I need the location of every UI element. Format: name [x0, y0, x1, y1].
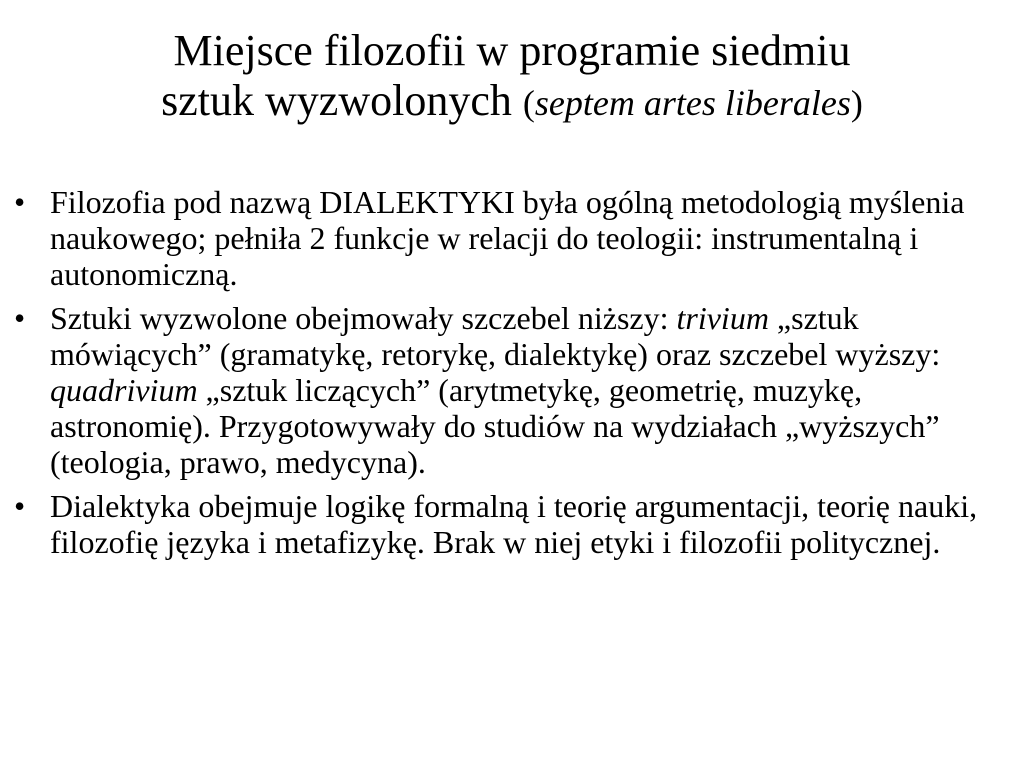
title-latin-term: septem artes liberales [534, 83, 851, 123]
slide-title [0, 26, 1024, 128]
bullet-dot-icon: • [14, 300, 26, 336]
bullet-text-part-1: Sztuki wyzwolone obejmowały szczebel niższy: [50, 300, 677, 336]
bullet-item-dialectics-scope [14, 488, 1014, 560]
bullet-item-liberal-arts [14, 300, 1014, 480]
bullet-text-part-3: „sztuk liczących” (arytmetykę, geometrię, muzykę, astronomię). Przygotowywały do studiów na wydziałach „wyższych” (teologia, prawo, medycyna). [50, 372, 940, 480]
bullet-list [14, 184, 1014, 568]
title-line-2: sztuk wyzwolonych [161, 76, 523, 125]
bullet-text-part-2: „sztuk mówiących” (gramatykę, retorykę, dialektykę) oraz szczebel wyższy: [50, 300, 941, 372]
bullet-item-dialectics-method [14, 184, 1014, 292]
bullet-dot-icon: • [14, 488, 26, 524]
bullet-term-trivium: trivium [676, 300, 769, 336]
bullet-text: Filozofia pod nazwą DIALEKTYKI była ogólną metodologią myślenia naukowego; pełniła 2 funkcje w relacji do teologii: instrumentalną i autonomiczną. [50, 184, 965, 292]
bullet-text: Dialektyka obejmuje logikę formalną i teorię argumentacji, teorię nauki, filozofię języka i metafizykę. Brak w niej etyki i filozofii politycznej. [50, 488, 978, 560]
bullet-term-quadrivium: quadrivium [50, 372, 198, 408]
title-paren-open: ( [522, 83, 535, 123]
bullet-dot-icon: • [14, 184, 26, 220]
title-paren-close: ) [850, 83, 863, 123]
title-line-1: Miejsce filozofii w programie siedmiu [173, 26, 851, 75]
